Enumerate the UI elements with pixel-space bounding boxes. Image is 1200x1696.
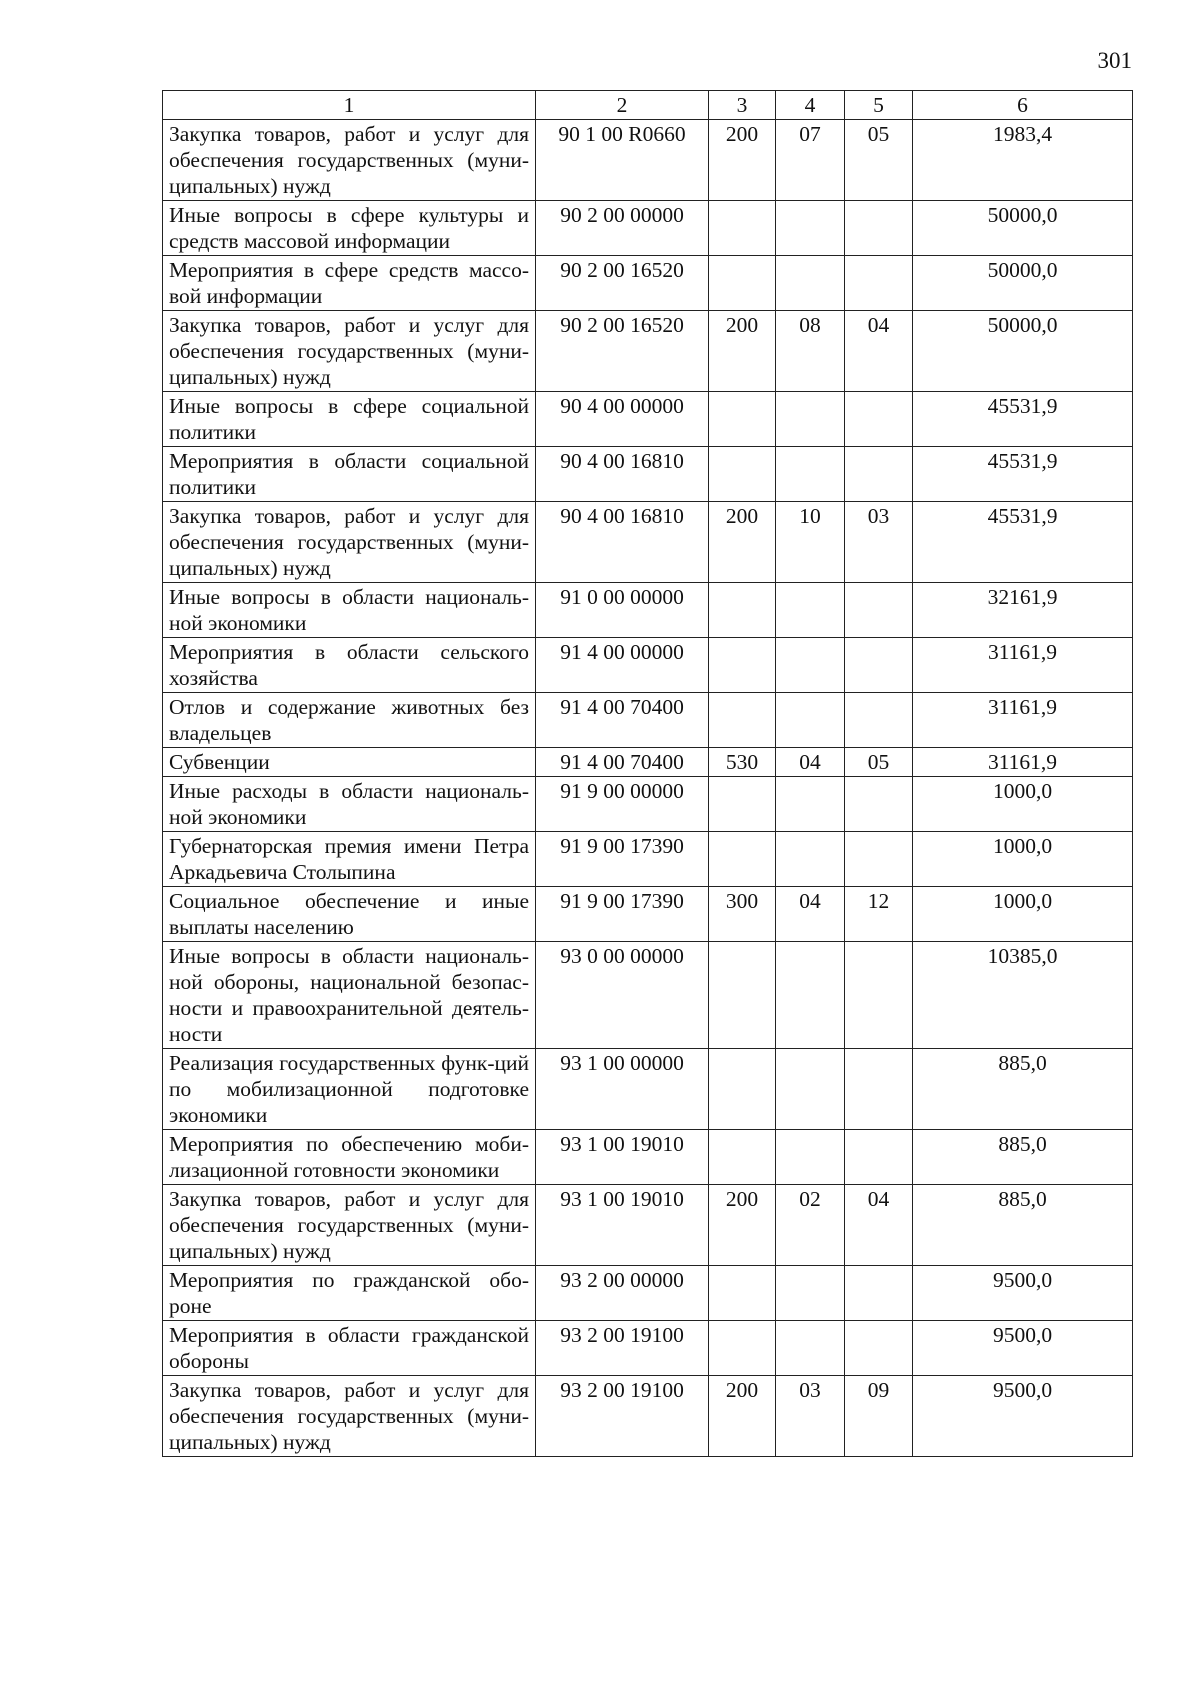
cell-name: Мероприятия по обеспечению моби-лизационной готовности экономики	[163, 1130, 536, 1185]
cell-vr: 200	[709, 1185, 776, 1266]
cell-name: Реализация государственных функ-ций по мобилизационной подготовке экономики	[163, 1049, 536, 1130]
cell-pr	[845, 942, 913, 1049]
cell-vr	[709, 1321, 776, 1376]
cell-code: 93 0 00 00000	[536, 942, 709, 1049]
budget-table	[162, 90, 1133, 1457]
cell-sum: 885,0	[913, 1130, 1133, 1185]
column-header-4: 4	[776, 91, 845, 120]
table-row	[163, 748, 1133, 777]
cell-pr: 09	[845, 1376, 913, 1457]
cell-sum: 1000,0	[913, 887, 1133, 942]
cell-name: Иные вопросы в области националь-ной экономики	[163, 583, 536, 638]
cell-sum: 885,0	[913, 1049, 1133, 1130]
cell-vr	[709, 638, 776, 693]
cell-pr	[845, 777, 913, 832]
cell-sum: 31161,9	[913, 693, 1133, 748]
cell-sum: 31161,9	[913, 638, 1133, 693]
cell-pr	[845, 638, 913, 693]
table-row	[163, 777, 1133, 832]
cell-rz	[776, 942, 845, 1049]
cell-vr	[709, 201, 776, 256]
cell-code: 90 2 00 00000	[536, 201, 709, 256]
cell-sum: 45531,9	[913, 392, 1133, 447]
table-row	[163, 638, 1133, 693]
cell-code: 90 1 00 R0660	[536, 120, 709, 201]
cell-rz	[776, 693, 845, 748]
page-number: 301	[1097, 48, 1132, 73]
cell-rz	[776, 583, 845, 638]
cell-pr	[845, 1321, 913, 1376]
cell-name: Закупка товаров, работ и услуг для обеспечения государственных (муни-ципальных) нужд	[163, 1376, 536, 1457]
table-row	[163, 832, 1133, 887]
cell-name: Социальное обеспечение и иные выплаты населению	[163, 887, 536, 942]
cell-pr	[845, 392, 913, 447]
table-row	[163, 392, 1133, 447]
cell-pr: 05	[845, 748, 913, 777]
cell-rz	[776, 201, 845, 256]
table-row	[163, 120, 1133, 201]
cell-code: 91 4 00 70400	[536, 693, 709, 748]
cell-rz	[776, 832, 845, 887]
cell-name: Закупка товаров, работ и услуг для обеспечения государственных (муни-ципальных) нужд	[163, 502, 536, 583]
cell-rz	[776, 1266, 845, 1321]
column-header-5: 5	[845, 91, 913, 120]
cell-vr	[709, 447, 776, 502]
table-row	[163, 942, 1133, 1049]
cell-rz	[776, 256, 845, 311]
cell-sum: 45531,9	[913, 447, 1133, 502]
cell-code: 91 4 00 00000	[536, 638, 709, 693]
cell-sum: 885,0	[913, 1185, 1133, 1266]
cell-code: 91 9 00 00000	[536, 777, 709, 832]
cell-rz: 04	[776, 748, 845, 777]
cell-pr: 04	[845, 311, 913, 392]
cell-rz: 10	[776, 502, 845, 583]
cell-vr	[709, 392, 776, 447]
cell-code: 90 4 00 00000	[536, 392, 709, 447]
table-row	[163, 256, 1133, 311]
cell-vr	[709, 256, 776, 311]
table-row	[163, 583, 1133, 638]
cell-name: Субвенции	[163, 748, 536, 777]
cell-vr	[709, 1266, 776, 1321]
cell-rz	[776, 447, 845, 502]
cell-pr: 12	[845, 887, 913, 942]
table-row	[163, 887, 1133, 942]
cell-sum: 50000,0	[913, 256, 1133, 311]
cell-pr	[845, 1130, 913, 1185]
table-row	[163, 447, 1133, 502]
cell-sum: 9500,0	[913, 1376, 1133, 1457]
cell-vr	[709, 583, 776, 638]
table-row	[163, 1130, 1133, 1185]
cell-pr	[845, 201, 913, 256]
cell-sum: 1000,0	[913, 777, 1133, 832]
cell-sum: 10385,0	[913, 942, 1133, 1049]
table-row	[163, 201, 1133, 256]
cell-name: Мероприятия по гражданской обо-роне	[163, 1266, 536, 1321]
cell-vr: 200	[709, 502, 776, 583]
cell-name: Мероприятия в сфере средств массо-вой информации	[163, 256, 536, 311]
cell-rz: 03	[776, 1376, 845, 1457]
cell-code: 91 9 00 17390	[536, 887, 709, 942]
table-row	[163, 1185, 1133, 1266]
cell-rz: 02	[776, 1185, 845, 1266]
cell-pr	[845, 1049, 913, 1130]
cell-name: Мероприятия в области сельского хозяйства	[163, 638, 536, 693]
cell-code: 93 1 00 00000	[536, 1049, 709, 1130]
cell-vr: 530	[709, 748, 776, 777]
cell-vr	[709, 777, 776, 832]
table-row	[163, 1266, 1133, 1321]
cell-sum: 9500,0	[913, 1321, 1133, 1376]
cell-vr	[709, 693, 776, 748]
cell-name: Иные вопросы в сфере социальной политики	[163, 392, 536, 447]
column-header-2: 2	[536, 91, 709, 120]
table-row	[163, 311, 1133, 392]
cell-name: Иные вопросы в сфере культуры и средств массовой информации	[163, 201, 536, 256]
cell-pr	[845, 832, 913, 887]
cell-pr	[845, 256, 913, 311]
cell-rz	[776, 1130, 845, 1185]
table-row	[163, 1049, 1133, 1130]
cell-rz: 08	[776, 311, 845, 392]
cell-code: 91 0 00 00000	[536, 583, 709, 638]
cell-code: 90 4 00 16810	[536, 502, 709, 583]
cell-vr: 200	[709, 120, 776, 201]
cell-name: Закупка товаров, работ и услуг для обеспечения государственных (муни-ципальных) нужд	[163, 120, 536, 201]
cell-rz: 07	[776, 120, 845, 201]
cell-code: 93 2 00 19100	[536, 1321, 709, 1376]
cell-name: Отлов и содержание животных без владельцев	[163, 693, 536, 748]
cell-pr: 03	[845, 502, 913, 583]
cell-vr: 200	[709, 311, 776, 392]
column-header-1: 1	[163, 91, 536, 120]
cell-sum: 45531,9	[913, 502, 1133, 583]
cell-sum: 9500,0	[913, 1266, 1133, 1321]
cell-code: 91 9 00 17390	[536, 832, 709, 887]
cell-sum: 1983,4	[913, 120, 1133, 201]
cell-code: 91 4 00 70400	[536, 748, 709, 777]
cell-sum: 31161,9	[913, 748, 1133, 777]
table-row	[163, 693, 1133, 748]
cell-vr	[709, 1049, 776, 1130]
cell-name: Закупка товаров, работ и услуг для обеспечения государственных (муни-ципальных) нужд	[163, 311, 536, 392]
cell-name: Мероприятия в области социальной политики	[163, 447, 536, 502]
cell-name: Иные расходы в области националь-ной экономики	[163, 777, 536, 832]
cell-sum: 1000,0	[913, 832, 1133, 887]
cell-rz	[776, 777, 845, 832]
cell-code: 93 2 00 00000	[536, 1266, 709, 1321]
cell-pr	[845, 1266, 913, 1321]
column-header-6: 6	[913, 91, 1133, 120]
cell-sum: 32161,9	[913, 583, 1133, 638]
cell-pr	[845, 583, 913, 638]
cell-code: 93 2 00 19100	[536, 1376, 709, 1457]
cell-rz: 04	[776, 887, 845, 942]
cell-vr	[709, 1130, 776, 1185]
cell-sum: 50000,0	[913, 311, 1133, 392]
cell-rz	[776, 392, 845, 447]
cell-code: 90 2 00 16520	[536, 311, 709, 392]
cell-rz	[776, 1321, 845, 1376]
cell-code: 90 2 00 16520	[536, 256, 709, 311]
table-row	[163, 1321, 1133, 1376]
table-row	[163, 1376, 1133, 1457]
column-header-3: 3	[709, 91, 776, 120]
cell-vr: 300	[709, 887, 776, 942]
cell-rz	[776, 638, 845, 693]
cell-pr: 05	[845, 120, 913, 201]
table-row	[163, 502, 1133, 583]
table-body	[163, 120, 1133, 1457]
cell-sum: 50000,0	[913, 201, 1133, 256]
cell-rz	[776, 1049, 845, 1130]
cell-name: Иные вопросы в области националь-ной обороны, национальной безопас-ности и правоохранительной деятель-ности	[163, 942, 536, 1049]
cell-code: 90 4 00 16810	[536, 447, 709, 502]
cell-vr	[709, 942, 776, 1049]
cell-name: Губернаторская премия имени Петра Аркадьевича Столыпина	[163, 832, 536, 887]
cell-code: 93 1 00 19010	[536, 1185, 709, 1266]
cell-name: Закупка товаров, работ и услуг для обеспечения государственных (муни-ципальных) нужд	[163, 1185, 536, 1266]
cell-pr	[845, 447, 913, 502]
cell-code: 93 1 00 19010	[536, 1130, 709, 1185]
table-header-row	[163, 91, 1133, 120]
cell-pr: 04	[845, 1185, 913, 1266]
cell-vr: 200	[709, 1376, 776, 1457]
cell-vr	[709, 832, 776, 887]
cell-pr	[845, 693, 913, 748]
cell-name: Мероприятия в области гражданской обороны	[163, 1321, 536, 1376]
